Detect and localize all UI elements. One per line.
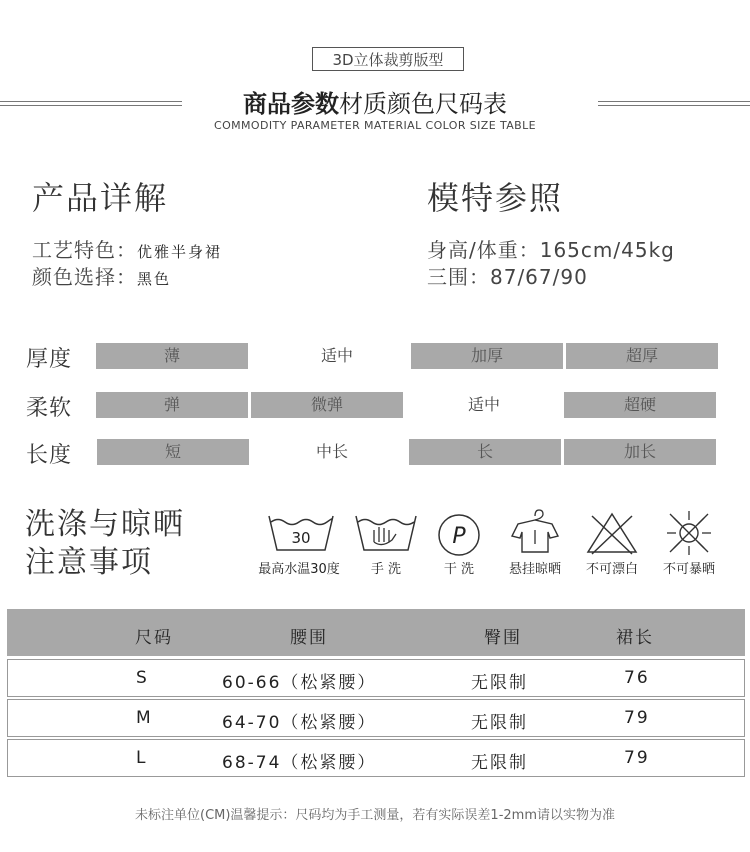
craft-line bbox=[32, 234, 222, 263]
attribute-option: 短 bbox=[97, 439, 249, 465]
row-size: S bbox=[136, 668, 149, 688]
attribute-option-selected: 中长 bbox=[315, 442, 348, 461]
no-sun-label: 不可暴晒 bbox=[662, 562, 715, 577]
hand-wash-label: 手 洗 bbox=[370, 562, 402, 577]
row-size: M bbox=[136, 708, 153, 728]
row-waist: 64-70（松紧腰） bbox=[222, 713, 377, 733]
color-line bbox=[32, 261, 171, 290]
header-waist: 腰围 bbox=[290, 628, 328, 648]
wash-title-line1: 洗涤与晾晒 bbox=[25, 507, 185, 542]
wash-30-icon bbox=[265, 512, 337, 554]
page-title bbox=[0, 84, 750, 119]
attribute-option: 超硬 bbox=[564, 392, 716, 418]
hand-wash-icon bbox=[352, 512, 420, 554]
page-subtitle: COMMODITY PARAMETER MATERIAL COLOR SIZE TABLE bbox=[213, 119, 537, 132]
header-length: 裙长 bbox=[616, 628, 654, 648]
attribute-option-selected: 适中 bbox=[467, 395, 500, 414]
attribute-label: 长度 bbox=[26, 443, 73, 468]
svg-text:P: P bbox=[452, 524, 466, 549]
row-hip: 无限制 bbox=[471, 673, 528, 693]
attribute-option: 加厚 bbox=[411, 343, 563, 369]
no-sun-icon bbox=[664, 508, 714, 558]
row-waist: 60-66（松紧腰） bbox=[222, 673, 377, 693]
attribute-option: 长 bbox=[409, 439, 561, 465]
attribute-option: 弹 bbox=[96, 392, 248, 418]
hang-dry-label: 悬挂晾晒 bbox=[508, 562, 561, 577]
craft-value: 优雅半身裙 bbox=[137, 243, 223, 261]
color-label: 颜色选择： bbox=[32, 265, 137, 289]
model-height-weight: 身高/体重：165cm/45kg bbox=[427, 238, 675, 262]
detail-heading: 产品详解 bbox=[32, 179, 169, 217]
style-tag: 3D立体裁剪版型 bbox=[312, 47, 464, 71]
row-length: 79 bbox=[624, 708, 650, 728]
attribute-option: 超厚 bbox=[566, 343, 718, 369]
wash-title-line2: 注意事项 bbox=[25, 545, 153, 580]
dry-clean-label: 干 洗 bbox=[443, 562, 475, 577]
craft-label: 工艺特色： bbox=[32, 238, 137, 262]
attribute-option-selected: 适中 bbox=[320, 346, 353, 365]
title-rest: 材质颜色尺码表 bbox=[339, 90, 507, 118]
no-bleach-label: 不可漂白 bbox=[585, 562, 638, 577]
color-value: 黑色 bbox=[137, 270, 172, 288]
row-hip: 无限制 bbox=[471, 713, 528, 733]
row-waist: 68-74（松紧腰） bbox=[222, 753, 377, 773]
model-heading: 模特参照 bbox=[427, 179, 564, 217]
attribute-option: 微弹 bbox=[251, 392, 403, 418]
attribute-option: 加长 bbox=[564, 439, 716, 465]
hang-dry-icon bbox=[508, 506, 562, 556]
row-length: 76 bbox=[624, 668, 650, 688]
wash-temp: 30 bbox=[291, 529, 311, 547]
attribute-label: 柔软 bbox=[26, 396, 73, 421]
table-row bbox=[7, 659, 745, 697]
header-hip: 臀围 bbox=[484, 628, 522, 648]
wash-title bbox=[25, 506, 185, 582]
attribute-label: 厚度 bbox=[26, 347, 73, 372]
row-length: 79 bbox=[624, 748, 650, 768]
header-size: 尺码 bbox=[135, 628, 173, 648]
model-measurements: 三围：87/67/90 bbox=[427, 265, 588, 289]
title-bold: 商品参数 bbox=[243, 90, 339, 118]
wash-30-label: 最高水温30度 bbox=[258, 562, 340, 577]
row-size: L bbox=[136, 748, 148, 768]
no-bleach-icon bbox=[584, 510, 640, 556]
table-row bbox=[7, 699, 745, 737]
attribute-option: 薄 bbox=[96, 343, 248, 369]
table-row bbox=[7, 739, 745, 777]
dry-clean-icon bbox=[436, 512, 482, 558]
size-table-header bbox=[7, 609, 745, 656]
row-hip: 无限制 bbox=[471, 753, 528, 773]
measurement-note: 未标注单位(CM)温馨提示：尺码均为手工测量，若有实际误差1-2mm请以实物为准 bbox=[135, 808, 615, 823]
